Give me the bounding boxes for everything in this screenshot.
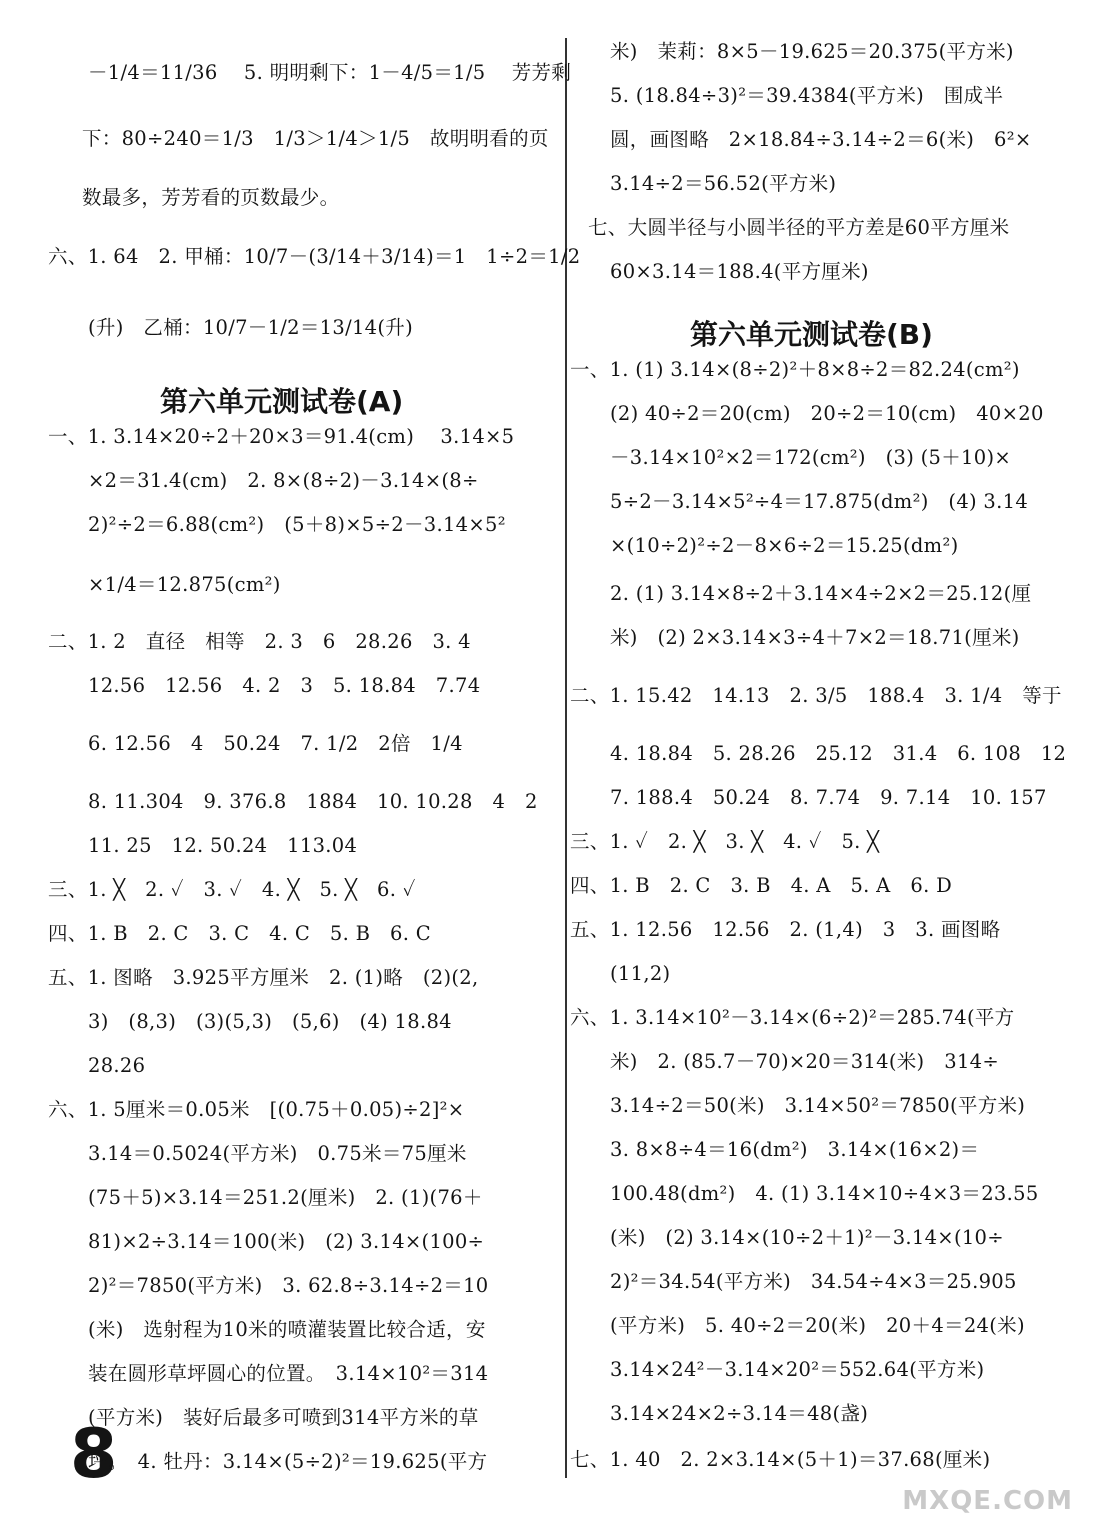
answer-line: －1/4＝11/36 5. 明明剩下：1－4/5＝1/5 芳芳剩 bbox=[88, 61, 572, 84]
answer-line: 6. 12.56 4 50.24 7. 1/2 2倍 1/4 bbox=[88, 732, 463, 755]
answer-line: 六、1. 5厘米＝0.05米 [(0.75＋0.05)÷2]²× bbox=[48, 1098, 465, 1121]
answer-line: 一、1. 3.14×20÷2＋20×3＝91.4(cm) 3.14×5 bbox=[48, 425, 515, 448]
answer-line: 米) (2) 2×3.14×3÷4＋7×2＝18.71(厘米) bbox=[610, 626, 1020, 649]
answer-line: 米) 茉莉：8×5－19.625＝20.375(平方米) bbox=[610, 40, 1014, 63]
answer-line: 2)²＝7850(平方米) 3. 62.8÷3.14÷2＝10 bbox=[88, 1274, 489, 1297]
answer-line: 米) 2. (85.7－70)×20＝314(米) 314÷ bbox=[610, 1050, 1000, 1073]
answer-line: (11,2) bbox=[610, 962, 671, 985]
answer-line: 4. 18.84 5. 28.26 25.12 31.4 6. 108 12 bbox=[610, 742, 1067, 765]
answer-line: 一、1. (1) 3.14×(8÷2)²＋8×8÷2＝82.24(cm²) bbox=[570, 358, 1020, 381]
section-heading-a: 第六单元测试卷(A) bbox=[160, 385, 404, 418]
answer-line: 坪。 4. 牡丹：3.14×(5÷2)²＝19.625(平方 bbox=[88, 1450, 488, 1473]
answer-line: 圆，画图略 2×18.84÷3.14÷2＝6(米) 6²× bbox=[610, 128, 1032, 151]
answer-line: 8. 11.304 9. 376.8 1884 10. 10.28 4 2 bbox=[88, 790, 538, 813]
answer-line: 六、1. 64 2. 甲桶：10/7－(3/14＋3/14)＝1 1÷2＝1/2 bbox=[48, 245, 581, 268]
answer-line: 2)²÷2＝6.88(cm²) (5＋8)×5÷2－3.14×5² bbox=[88, 513, 506, 536]
answer-line: 3) (8,3) (3)(5,3) (5,6) (4) 18.84 bbox=[88, 1010, 452, 1033]
answer-line: 3.14＝0.5024(平方米) 0.75米＝75厘米 bbox=[88, 1142, 467, 1165]
answer-line: 四、1. B 2. C 3. B 4. A 5. A 6. D bbox=[570, 874, 952, 897]
answer-line: 2. (1) 3.14×8÷2＋3.14×4÷2×2＝25.12(厘 bbox=[610, 582, 1032, 605]
answer-line: 5÷2－3.14×5²÷4＝17.875(dm²) (4) 3.14 bbox=[610, 490, 1029, 513]
answer-line: (米) (2) 3.14×(10÷2＋1)²－3.14×(10÷ bbox=[610, 1226, 1004, 1249]
answer-line: 二、1. 15.42 14.13 2. 3/5 188.4 3. 1/4 等于 bbox=[570, 684, 1062, 707]
answer-line: ×2＝31.4(cm) 2. 8×(8÷2)－3.14×(8÷ bbox=[88, 469, 479, 492]
answer-line: 100.48(dm²) 4. (1) 3.14×10÷4×3＝23.55 bbox=[610, 1182, 1039, 1205]
answer-line: (升) 乙桶：10/7－1/2＝13/14(升) bbox=[88, 316, 413, 339]
answer-line: 三、1. ╳ 2. ✓ 3. ✓ 4. ╳ 5. ╳ 6. ✓ bbox=[48, 878, 416, 901]
answer-line: 7. 188.4 50.24 8. 7.74 9. 7.14 10. 157 bbox=[610, 786, 1047, 809]
answer-line: (2) 40÷2＝20(cm) 20÷2＝10(cm) 40×20 bbox=[610, 402, 1044, 425]
answer-line: 3. 8×8÷4＝16(dm²) 3.14×(16×2)＝ bbox=[610, 1138, 980, 1161]
answer-line: 七、大圆半径与小圆半径的平方差是60平方厘米 bbox=[588, 216, 1010, 239]
answer-line: 3.14÷2＝56.52(平方米) bbox=[610, 172, 837, 195]
page-number: 8 bbox=[70, 1415, 118, 1494]
answer-line: ×1/4＝12.875(cm²) bbox=[88, 573, 281, 596]
answer-line: 六、1. 3.14×10²－3.14×(6÷2)²＝285.74(平方 bbox=[570, 1006, 1015, 1029]
answer-line: 三、1. ✓ 2. ╳ 3. ╳ 4. ✓ 5. ╳ bbox=[570, 830, 880, 853]
answer-line: 2)²＝34.54(平方米) 34.54÷4×3＝25.905 bbox=[610, 1270, 1017, 1293]
answer-line: 12.56 12.56 4. 2 3 5. 18.84 7.74 bbox=[88, 674, 481, 697]
answer-line: 81)×2÷3.14＝100(米) (2) 3.14×(100÷ bbox=[88, 1230, 485, 1253]
answer-line: 5. (18.84÷3)²＝39.4384(平方米) 围成半 bbox=[610, 84, 1004, 107]
answer-line: ×(10÷2)²÷2－8×6÷2＝15.25(dm²) bbox=[610, 534, 959, 557]
answer-line: (米) 选射程为10米的喷灌装置比较合适，安 bbox=[88, 1318, 486, 1341]
answer-line: 装在圆形草坪圆心的位置。 3.14×10²＝314 bbox=[88, 1362, 489, 1385]
answer-line: (75＋5)×3.14＝251.2(厘米) 2. (1)(76＋ bbox=[88, 1186, 483, 1209]
answer-line: 二、1. 2 直径 相等 2. 3 6 28.26 3. 4 bbox=[48, 630, 471, 653]
answer-line: 下：80÷240＝1/3 1/3＞1/4＞1/5 故明明看的页 bbox=[82, 127, 549, 150]
answer-line: 七、1. 40 2. 2×3.14×(5＋1)＝37.68(厘米) bbox=[570, 1448, 991, 1471]
answer-line: 3.14×24×2÷3.14＝48(盏) bbox=[610, 1402, 869, 1425]
answer-line: －3.14×10²×2＝172(cm²) (3) (5＋10)× bbox=[610, 446, 1011, 469]
answer-line: 3.14÷2＝50(米) 3.14×50²＝7850(平方米) bbox=[610, 1094, 1026, 1117]
watermark: MXQE.COM bbox=[902, 1486, 1073, 1516]
answer-line: 数最多，芳芳看的页数最少。 bbox=[82, 186, 340, 209]
answer-line: (平方米) 5. 40÷2＝20(米) 20＋4＝24(米) bbox=[610, 1314, 1025, 1337]
answer-line: 五、1. 12.56 12.56 2. (1,4) 3 3. 画图略 bbox=[570, 918, 1001, 941]
answer-line: 3.14×24²－3.14×20²＝552.64(平方米) bbox=[610, 1358, 985, 1381]
answer-line: 五、1. 图略 3.925平方厘米 2. (1)略 (2)(2, bbox=[48, 966, 479, 989]
answer-line: 四、1. B 2. C 3. C 4. C 5. B 6. C bbox=[48, 922, 431, 945]
answer-line: 28.26 bbox=[88, 1054, 146, 1077]
answer-line: 11. 25 12. 50.24 113.04 bbox=[88, 834, 358, 857]
answer-line: (平方米) 装好后最多可喷到314平方米的草 bbox=[88, 1406, 479, 1429]
answer-line: 60×3.14＝188.4(平方厘米) bbox=[610, 260, 869, 283]
section-heading-b: 第六单元测试卷(B) bbox=[690, 318, 933, 351]
